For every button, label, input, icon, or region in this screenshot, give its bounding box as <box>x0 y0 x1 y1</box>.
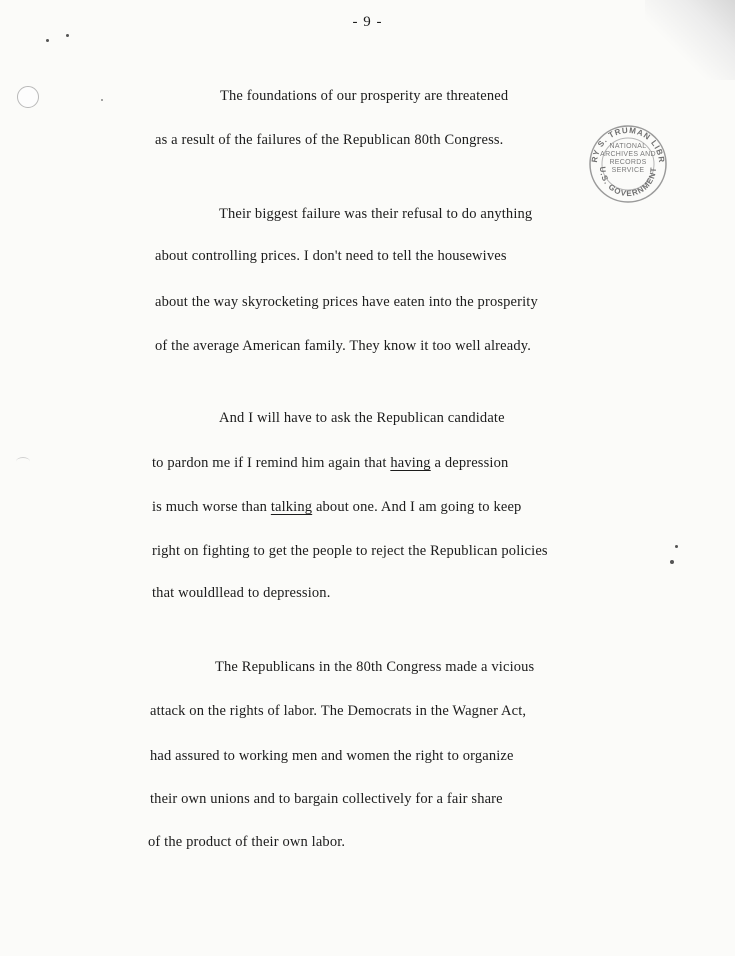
text-line: as a result of the failures of the Republican 80th Congress. <box>155 132 504 148</box>
text-line: about controlling prices. I don't need to tell the housewives <box>155 248 507 264</box>
text-line: about the way skyrocketing prices have eaten into the prosperity <box>155 294 538 310</box>
text-line: of the product of their own labor. <box>148 834 346 850</box>
archive-stamp <box>588 124 668 204</box>
text-line: Their biggest failure was their refusal to do anything <box>219 206 533 222</box>
text-line: right on fighting to get the people to reject the Republican policies <box>152 543 548 559</box>
underlined-word-having: having <box>390 455 431 471</box>
text-line-with-underline: is much worse than talking about one. And I am going to keep <box>152 499 522 515</box>
scan-speck <box>675 545 678 548</box>
underlined-word-talking: talking <box>270 499 313 515</box>
text-line: their own unions and to bargain collectively for a fair share <box>150 791 503 807</box>
stamp-center-text: NATIONAL ARCHIVES AND RECORDS SERVICE <box>600 143 656 174</box>
text-line: The foundations of our prosperity are threatened <box>220 88 509 104</box>
scan-speck <box>66 34 69 37</box>
scan-corner-shadow <box>645 0 735 80</box>
text-line: that wouldllead to depression. <box>152 585 331 601</box>
scan-speck <box>670 560 674 564</box>
stamp-ring-top-text: RY S. TRUMAN LIBR <box>589 125 667 164</box>
stamp-ring-bottom-text: U.S. GOVERNMENT <box>597 166 659 199</box>
text-line: had assured to working men and women the right to organize <box>150 748 514 764</box>
text-line-with-underline: to pardon me if I remind him again that having a depression <box>152 455 509 471</box>
page-number: - 9 - <box>352 14 383 30</box>
scan-speck <box>46 39 49 42</box>
text-line: And I will have to ask the Republican candidate <box>219 410 505 426</box>
scan-speck <box>101 99 103 101</box>
text-line: The Republicans in the 80th Congress made a vicious <box>215 659 535 675</box>
text-line: of the average American family. They know it too well already. <box>155 338 531 354</box>
punch-hole <box>17 86 39 108</box>
text-line: attack on the rights of labor. The Democrats in the Wagner Act, <box>150 703 527 719</box>
margin-mark <box>16 457 30 466</box>
